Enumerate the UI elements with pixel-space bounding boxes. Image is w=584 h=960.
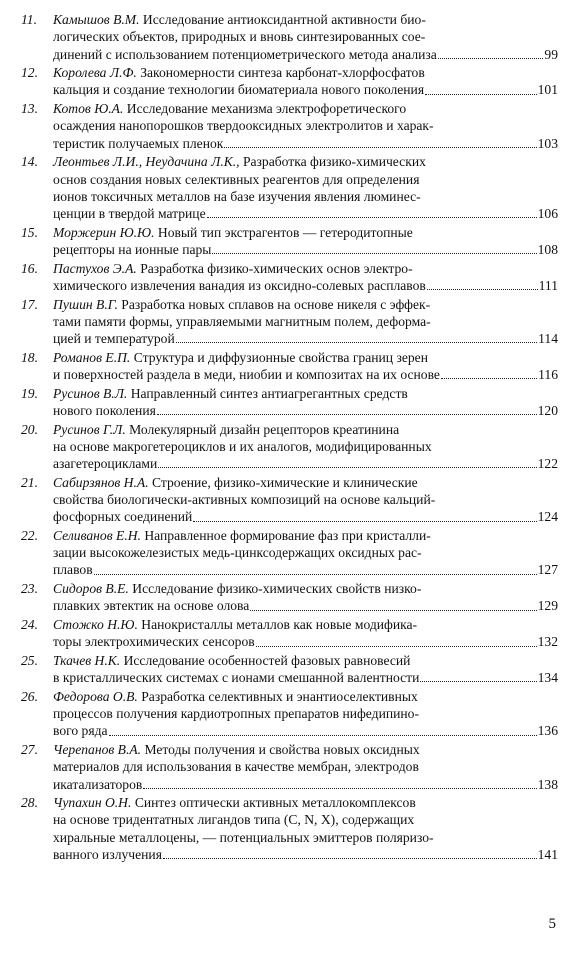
page-number: 5 xyxy=(548,916,556,932)
entry-body xyxy=(53,100,558,152)
toc-entry xyxy=(20,474,558,526)
entry-last-line xyxy=(53,561,558,578)
toc-entry xyxy=(20,580,558,615)
entry-title-end: азагетероциклами xyxy=(53,456,158,472)
entry-title-text: зации высокожелезистых медь-цинксодержащих оксидных рас- xyxy=(53,545,422,561)
entry-author: Чупахин О.Н. xyxy=(53,795,132,811)
entry-author: Моржерин Ю.Ю. xyxy=(53,224,155,240)
toc-entry xyxy=(20,794,558,863)
entry-title-end: и поверхностей раздела в меди, ниобии и композитах на их основе xyxy=(53,367,440,383)
entry-number: 11. xyxy=(21,12,37,27)
entry-body xyxy=(53,11,558,63)
entry-text-line xyxy=(53,688,558,705)
entry-page-ref: 120 xyxy=(537,402,558,418)
entry-body xyxy=(53,741,558,793)
entry-title-end: ванного излучения xyxy=(53,847,162,862)
entry-title-text: Синтез оптически активных металлокомплексов xyxy=(134,795,416,811)
entry-last-line xyxy=(53,135,558,152)
entry-body xyxy=(53,296,558,348)
entry-title-end: цией и температурой xyxy=(53,331,175,347)
entry-text-line xyxy=(53,260,558,277)
entry-last-line xyxy=(53,241,558,258)
entry-title-text: Исследование физико-химических свойств низко- xyxy=(132,581,422,597)
entry-author: Пушин В.Г. xyxy=(53,296,118,312)
toc-entry xyxy=(20,100,558,152)
entry-number: 17. xyxy=(21,296,38,312)
entry-title-text: ионов токсичных металлов на базе изучения явления люминес- xyxy=(53,188,421,204)
dot-leader xyxy=(207,217,537,218)
entry-title-end: плавких эвтектик на основе олова xyxy=(53,598,250,614)
toc-entry xyxy=(20,652,558,687)
entry-page-ref: 103 xyxy=(537,135,558,151)
entry-title-text: на основе макрогетероциклов и их аналогов, модифицированных xyxy=(53,438,432,454)
dot-leader xyxy=(212,253,536,254)
entry-title-end: плавов xyxy=(53,562,93,578)
entry-page-ref: 114 xyxy=(538,331,558,347)
dot-leader xyxy=(425,94,537,95)
entry-number: 21. xyxy=(21,474,38,490)
entry-text-line xyxy=(53,438,558,455)
dot-leader xyxy=(157,414,537,415)
entry-title-text: Направленное формирование фаз при кристалли- xyxy=(144,527,431,543)
entry-title-text: материалов для использования в качестве мембран, электродов xyxy=(53,759,419,775)
dot-leader xyxy=(224,147,536,148)
entry-number: 15. xyxy=(21,224,38,240)
entry-page-ref: 99 xyxy=(544,46,558,62)
entry-page-ref: 127 xyxy=(537,562,558,578)
entry-number: 13. xyxy=(21,101,38,117)
entry-title-end: в кристаллических системах с ионами смешанной валентности xyxy=(53,670,420,686)
entry-text-line xyxy=(53,224,558,241)
entry-text-line xyxy=(53,296,558,313)
entry-number: 25. xyxy=(21,652,38,668)
entry-last-line xyxy=(53,205,558,222)
entry-title-text: Методы получения и свойства новых оксидных xyxy=(144,741,420,757)
entry-body xyxy=(53,474,558,526)
entry-text-line xyxy=(53,829,558,846)
entry-last-line xyxy=(53,633,558,650)
entry-page-ref: 141 xyxy=(537,847,558,862)
entry-body xyxy=(53,153,558,222)
entry-author: Пастухов Э.А. xyxy=(53,260,137,276)
entry-text-line xyxy=(53,153,558,170)
entry-text-line xyxy=(53,474,558,491)
entry-author: Камышов В.М. xyxy=(53,12,140,27)
entry-title-text: осаждения нанопорошков твердооксидных электролитов и харак- xyxy=(53,118,434,134)
entry-text-line xyxy=(53,491,558,508)
entry-last-line xyxy=(53,81,558,98)
entry-title-text: Молекулярный дизайн рецепторов креатинина xyxy=(129,421,400,437)
entry-number: 16. xyxy=(21,260,38,276)
entry-body xyxy=(53,64,558,99)
entry-title-end: торы электрохимических сенсоров xyxy=(53,634,255,650)
entry-text-line xyxy=(53,652,558,669)
entry-author: Ткачев Н.К. xyxy=(53,652,121,668)
entry-text-line xyxy=(53,385,558,402)
entry-title-text: Разработка новых сплавов на основе никеля с эффек- xyxy=(121,296,431,312)
entry-number: 27. xyxy=(21,741,38,757)
entry-page-ref: 129 xyxy=(537,598,558,614)
entry-last-line xyxy=(53,776,558,793)
entry-author: Русинов Г.Л. xyxy=(53,421,126,437)
entry-title-text: Строение, физико-химические и клинические xyxy=(152,474,418,490)
entry-text-line xyxy=(53,811,558,828)
entry-page-ref: 116 xyxy=(538,367,558,383)
entry-body xyxy=(53,580,558,615)
entry-page-ref: 136 xyxy=(537,723,558,739)
entry-text-line xyxy=(53,349,558,366)
table-of-contents xyxy=(20,11,558,865)
entry-body xyxy=(53,349,558,384)
dot-leader xyxy=(193,521,536,522)
entry-text-line xyxy=(53,117,558,134)
dot-leader xyxy=(250,610,536,611)
entry-text-line xyxy=(53,527,558,544)
entry-last-line xyxy=(53,46,558,63)
entry-author: Котов Ю.А. xyxy=(53,101,124,117)
entry-last-line xyxy=(53,330,558,347)
dot-leader xyxy=(109,735,537,736)
toc-entry xyxy=(20,421,558,473)
dot-leader xyxy=(176,342,537,343)
entry-title-text: Направленный синтез антиагрегантных средств xyxy=(130,385,408,401)
entry-body xyxy=(53,527,558,579)
entry-author: Черепанов В.А. xyxy=(53,741,142,757)
entry-text-line xyxy=(53,421,558,438)
entry-text-line xyxy=(53,580,558,597)
entry-title-text: логических объектов, природных и вновь синтезированных сое- xyxy=(53,29,426,45)
entry-text-line xyxy=(53,705,558,722)
entry-last-line xyxy=(53,402,558,419)
entry-last-line xyxy=(53,846,558,863)
entry-text-line xyxy=(53,64,558,81)
toc-entry xyxy=(20,260,558,295)
toc-entry xyxy=(20,224,558,259)
entry-author: Русинов В.Л. xyxy=(53,385,128,401)
toc-entry xyxy=(20,11,558,63)
entry-number: 26. xyxy=(21,688,38,704)
dot-leader xyxy=(163,858,537,859)
entry-body xyxy=(53,224,558,259)
dot-leader xyxy=(256,646,537,647)
entry-title-end: кальция и создание технологии биоматериала нового поколения xyxy=(53,82,425,98)
entry-body xyxy=(53,688,558,740)
dot-leader xyxy=(420,681,536,682)
entry-author: Королева Л.Ф. xyxy=(53,65,137,81)
entry-body xyxy=(53,421,558,473)
entry-title-text: Исследование особенностей фазовых равновесий xyxy=(123,652,411,668)
entry-text-line xyxy=(53,616,558,633)
entry-number: 24. xyxy=(21,616,38,632)
entry-text-line xyxy=(53,741,558,758)
dot-leader xyxy=(158,467,536,468)
entry-title-text: Исследование антиоксидантной активности био- xyxy=(142,12,426,27)
entry-title-end: вого ряда xyxy=(53,723,108,739)
entry-text-line xyxy=(53,28,558,45)
entry-number: 22. xyxy=(21,527,38,543)
dot-leader xyxy=(143,788,536,789)
entry-text-line xyxy=(53,794,558,811)
dot-leader xyxy=(441,378,537,379)
entry-number: 19. xyxy=(21,385,38,401)
entry-title-text: свойства биологически-активных композиций на основе кальций- xyxy=(53,491,436,507)
entry-text-line xyxy=(53,11,558,28)
entry-title-text: на основе тридентатных лигандов типа (C, N, X), содержащих xyxy=(53,812,415,828)
entry-title-text: Нанокристаллы металлов как новые модифика- xyxy=(141,616,418,632)
entry-title-text: Структура и диффузионные свойства границ зерен xyxy=(133,349,428,365)
entry-text-line xyxy=(53,171,558,188)
entry-author: Сабирзянов Н.А. xyxy=(53,474,149,490)
entry-author: Леонтьев Л.И., Неудачина Л.К., xyxy=(53,154,240,170)
entry-body xyxy=(53,794,558,863)
entry-number: 23. xyxy=(21,581,38,597)
entry-title-text: процессов получения кардиотропных препаратов нифедипино- xyxy=(53,706,419,722)
entry-text-line xyxy=(53,188,558,205)
entry-page-ref: 111 xyxy=(538,277,558,293)
entry-page-ref: 138 xyxy=(537,776,558,792)
entry-text-line xyxy=(53,100,558,117)
entry-last-line xyxy=(53,597,558,614)
dot-leader xyxy=(94,574,537,575)
entry-body xyxy=(53,652,558,687)
dot-leader xyxy=(427,289,538,290)
entry-number: 12. xyxy=(21,65,38,81)
entry-page-ref: 132 xyxy=(537,634,558,650)
entry-title-end: химического извлечения ванадия из оксидно-солевых расплавов xyxy=(53,277,426,293)
entry-title-text: Разработка физико-химических xyxy=(242,154,426,170)
entry-title-end: нового поколения xyxy=(53,402,156,418)
entry-page-ref: 108 xyxy=(537,242,558,258)
dot-leader xyxy=(438,58,544,59)
entry-last-line xyxy=(53,366,558,383)
entry-title-end: рецепторы на ионные пары xyxy=(53,242,212,258)
entry-title-text: Исследование механизма электрофоретического xyxy=(126,101,407,117)
entry-number: 14. xyxy=(21,154,38,170)
entry-body xyxy=(53,260,558,295)
entry-page-ref: 101 xyxy=(537,82,558,98)
entry-author: Стожко Н.Ю. xyxy=(53,616,138,632)
entry-text-line xyxy=(53,313,558,330)
entry-page-ref: 122 xyxy=(537,456,558,472)
entry-author: Федорова О.В. xyxy=(53,688,138,704)
entry-title-end: ценции в твердой матрице xyxy=(53,206,206,222)
entry-title-end: динений с использованием потенциометрического метода анализа xyxy=(53,46,437,62)
entry-body xyxy=(53,385,558,420)
toc-entry xyxy=(20,527,558,579)
toc-entry xyxy=(20,296,558,348)
entry-title-text: основ создания новых селективных реагентов для определения xyxy=(53,171,420,187)
entry-title-text: Разработка физико-химических основ электро- xyxy=(140,260,413,276)
entry-last-line xyxy=(53,455,558,472)
entry-page-ref: 134 xyxy=(537,670,558,686)
entry-title-end: теристик получаемых пленок xyxy=(53,135,224,151)
entry-title-text: тами памяти формы, управляемыми магнитным полем, деформа- xyxy=(53,313,431,329)
entry-title-text: Закономерности синтеза карбонат-хлорфосфатов xyxy=(140,65,425,81)
entry-last-line xyxy=(53,669,558,686)
toc-entry xyxy=(20,349,558,384)
entry-title-end: икатализаторов xyxy=(53,776,143,792)
entry-last-line xyxy=(53,508,558,525)
entry-number: 20. xyxy=(21,421,38,437)
entry-author: Селиванов Е.Н. xyxy=(53,527,141,543)
toc-entry xyxy=(20,688,558,740)
entry-title-text: Новый тип экстрагентов — гетеродитопные xyxy=(157,224,413,240)
entry-page-ref: 124 xyxy=(537,509,558,525)
entry-author: Сидоров В.Е. xyxy=(53,581,129,597)
entry-number: 18. xyxy=(21,349,38,365)
entry-last-line xyxy=(53,277,558,294)
entry-title-text: Разработка селективных и энантиоселективных xyxy=(141,688,418,704)
entry-text-line xyxy=(53,758,558,775)
entry-number: 28. xyxy=(21,795,38,811)
entry-body xyxy=(53,616,558,651)
toc-entry xyxy=(20,64,558,99)
entry-page-ref: 106 xyxy=(537,206,558,222)
entry-last-line xyxy=(53,722,558,739)
entry-title-text: хиральные металлоцены, — потенциальных эмиттеров поляризо- xyxy=(53,829,434,845)
toc-entry xyxy=(20,385,558,420)
entry-author: Романов Е.П. xyxy=(53,349,131,365)
toc-entry xyxy=(20,741,558,793)
toc-entry xyxy=(20,153,558,222)
entry-text-line xyxy=(53,544,558,561)
entry-title-end: фосфорных соединений xyxy=(53,509,193,525)
toc-entry xyxy=(20,616,558,651)
